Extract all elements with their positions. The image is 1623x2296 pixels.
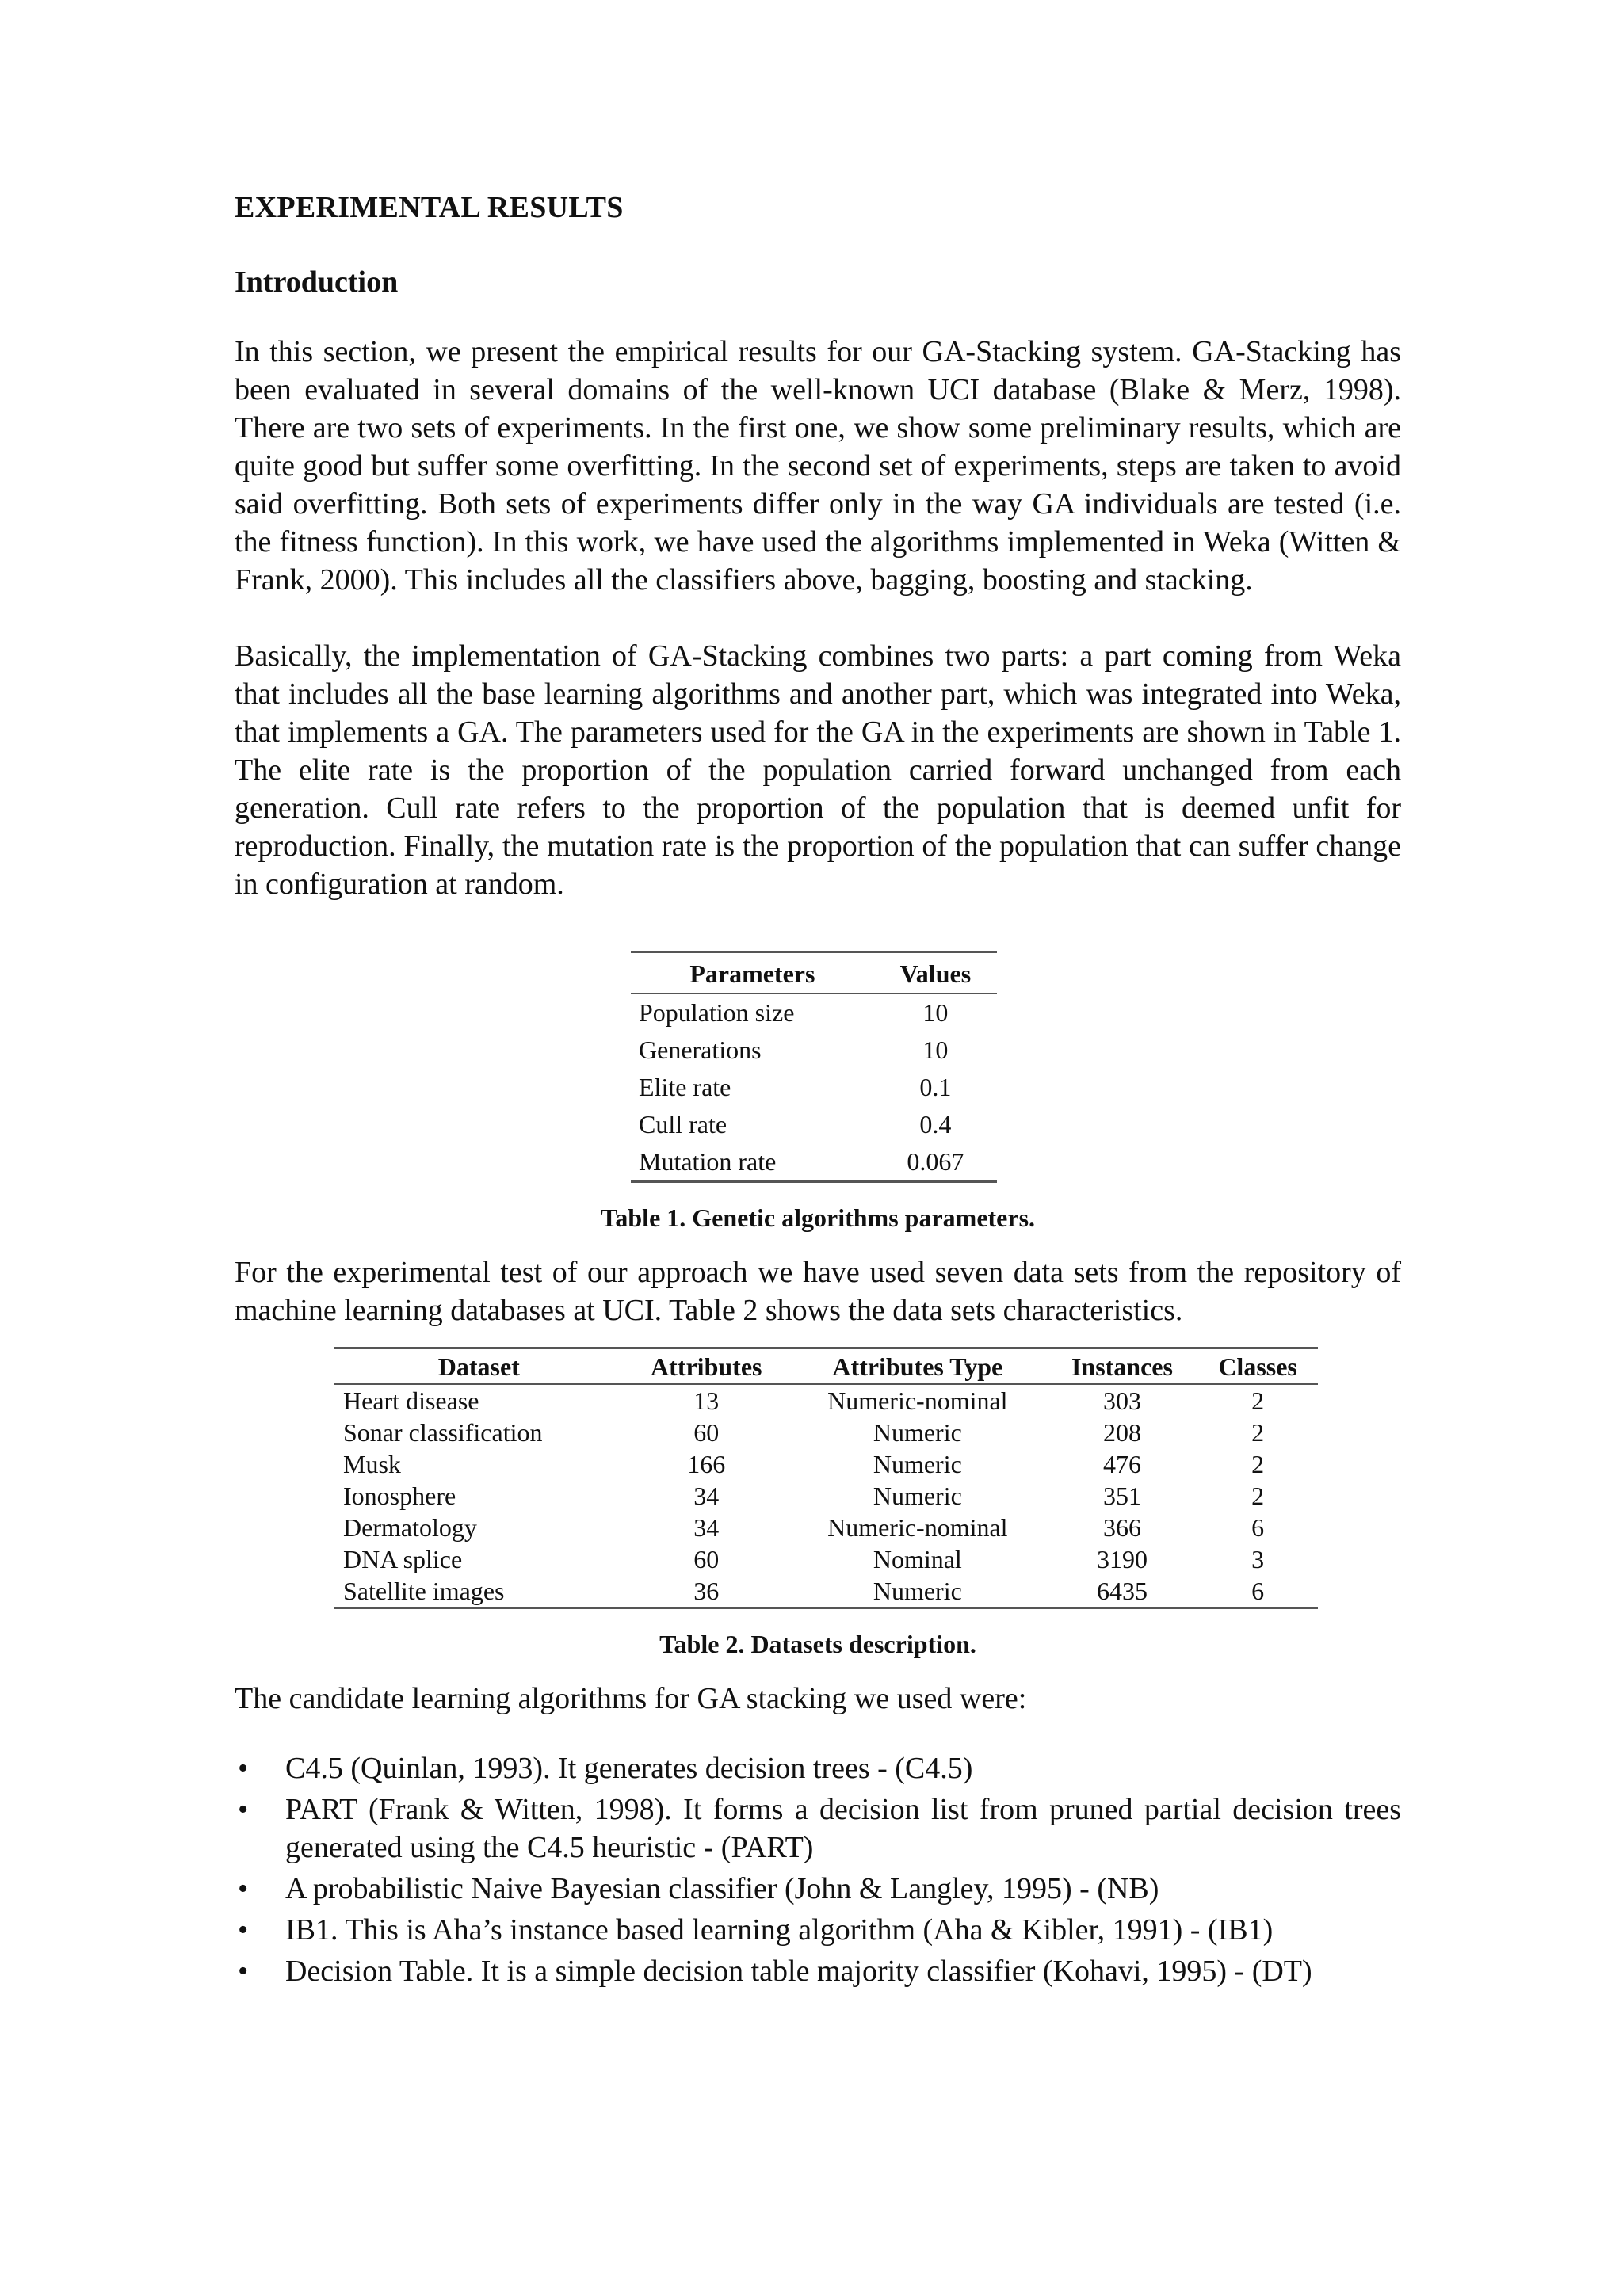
table-cell: 34 — [693, 1481, 720, 1510]
list-item-text: IB1. This is Aha’s instance based learning algorithm (Aha & Kibler, 1991) - (IB1) — [285, 1913, 1274, 1947]
table-row — [334, 1480, 1318, 1512]
table-cell: 10 — [922, 998, 949, 1027]
paragraph-implementation: Basically, the implementation of GA-Stacking combines two parts: a part coming from Weka that includes all the base learning algorithms and another part, which was integrated into Weka, that implements a GA. The parameters used for the GA in the experiments are shown in Table 1. The elite rate is the proportion of the population carried forward unchanged from each generation. Cull rate refers to the proportion of the population that is deemed unfit for reproduction. Finally, the mutation rate is the proportion of the population that can suffer change in configuration at random. — [235, 639, 1401, 901]
table-cell: 6 — [1251, 1512, 1265, 1542]
table-header-cell: Parameters — [631, 952, 874, 994]
table1-container — [235, 951, 1401, 1253]
document-page — [235, 190, 1401, 1993]
list-item-text: PART (Frank & Witten, 1998). It forms a decision list from pruned partial decision trees generated using the C4.5 heuristic - (PART) — [285, 1793, 1401, 1864]
table-row — [334, 1417, 1318, 1448]
table-cell: Dermatology — [343, 1512, 477, 1542]
table-cell: 10 — [922, 1035, 949, 1064]
bullet-icon: • — [238, 1752, 249, 1785]
table-header-cell: Instances — [1047, 1348, 1197, 1385]
table-cell: 2 — [1251, 1481, 1265, 1510]
table-cell: Numeric — [873, 1417, 962, 1447]
table-cell: Musk — [343, 1449, 401, 1478]
table-header-cell: Classes — [1197, 1348, 1318, 1385]
paragraph-datasets: For the experimental test of our approach we have used seven data sets from the repository of machine learning databases at UCI. Table 2 shows the data sets characteristics. — [235, 1256, 1401, 1327]
table-row — [631, 1106, 997, 1143]
table-cell: Heart disease — [343, 1386, 479, 1415]
table-cell: 3190 — [1096, 1544, 1148, 1573]
table-row — [631, 1069, 997, 1106]
table-cell: 0.4 — [919, 1110, 952, 1138]
ga-parameters-table — [631, 951, 997, 1183]
list-item-text: C4.5 (Quinlan, 1993). It generates decision trees - (C4.5) — [285, 1752, 973, 1785]
table-cell: 0.1 — [919, 1073, 952, 1101]
table-cell: 6 — [1197, 1575, 1318, 1608]
table-cell: 13 — [693, 1386, 720, 1415]
table-row — [334, 1543, 1318, 1575]
subsection-title: Introduction — [235, 265, 399, 299]
table-cell: 60 — [693, 1417, 720, 1447]
bullet-icon: • — [238, 1872, 249, 1905]
table-row — [334, 1575, 1318, 1608]
table-row — [631, 1143, 997, 1182]
table-cell: 2 — [1251, 1417, 1265, 1447]
table-cell: Numeric-nominal — [827, 1512, 1008, 1542]
table-cell: Generations — [639, 1035, 762, 1064]
table-cell: 34 — [693, 1512, 720, 1542]
table-header-row — [631, 952, 997, 994]
bullet-icon: • — [238, 1793, 249, 1826]
table-cell: Numeric — [789, 1575, 1047, 1608]
table-cell: Ionosphere — [343, 1481, 456, 1510]
table-cell: 2 — [1251, 1386, 1265, 1415]
table-cell: Population size — [639, 998, 795, 1027]
table-header-cell: Dataset — [334, 1348, 624, 1385]
list-item — [235, 1870, 1401, 1908]
table-row — [631, 1032, 997, 1069]
list-item-text: Decision Table. It is a simple decision table majority classifier (Kohavi, 1995) - (DT) — [285, 1955, 1312, 1988]
table-cell: Sonar classification — [343, 1417, 543, 1447]
table-row — [334, 1448, 1318, 1480]
datasets-table — [334, 1347, 1318, 1609]
bullet-icon: • — [238, 1955, 249, 1988]
table-cell: 6435 — [1047, 1575, 1197, 1608]
table-cell: 36 — [624, 1575, 789, 1608]
table-cell: 351 — [1102, 1481, 1141, 1510]
table-cell: Numeric — [873, 1449, 962, 1478]
table-cell: 208 — [1102, 1417, 1141, 1447]
table-cell: 166 — [687, 1449, 726, 1478]
table-header-cell: Values — [874, 952, 997, 994]
table-cell: Numeric-nominal — [827, 1386, 1008, 1415]
table-cell: Mutation rate — [631, 1143, 874, 1182]
table-cell: Nominal — [873, 1544, 962, 1573]
table-cell: Elite rate — [639, 1073, 731, 1101]
table-header-cell: Attributes Type — [789, 1348, 1047, 1385]
algorithm-list — [235, 1749, 1401, 1990]
table1-caption: Table 1. Genetic algorithms parameters. — [600, 1203, 1036, 1232]
paragraph-intro: In this section, we present the empirical results for our GA-Stacking system. GA-Stacking has been evaluated in several domains of the well-known UCI database (Blake & Merz, 1998). There are two sets of experiments. In the first one, we show some preliminary results, which are quite good but suffer some overfitting. In the second set of experiments, steps are taken to avoid said overfitting. Both sets of experiments differ only in the way GA individuals are tested (i.e. the fitness function). In this work, we have used the algorithms implemented in Weka (Witten & Frank, 2000). This includes all the classifiers above, bagging, boosting and stacking. — [235, 335, 1401, 597]
paragraph-algorithms-intro: The candidate learning algorithms for GA stacking we used were: — [235, 1682, 1027, 1715]
table2-caption: Table 2. Datasets description. — [659, 1630, 976, 1658]
bullet-icon: • — [238, 1913, 249, 1947]
table-row — [334, 1384, 1318, 1417]
table-row — [631, 994, 997, 1032]
table-cell: 60 — [693, 1544, 720, 1573]
list-item — [235, 1791, 1401, 1867]
table-cell: DNA splice — [343, 1544, 463, 1573]
table-cell: 366 — [1102, 1512, 1141, 1542]
table-cell: 303 — [1102, 1386, 1141, 1415]
list-item — [235, 1911, 1401, 1949]
list-item-text: A probabilistic Naive Bayesian classifier (John & Langley, 1995) - (NB) — [285, 1872, 1159, 1905]
table-cell: 3 — [1251, 1544, 1265, 1573]
table-cell: Numeric — [873, 1481, 962, 1510]
section-title: EXPERIMENTAL RESULTS — [235, 191, 624, 224]
list-item — [235, 1749, 1401, 1787]
table-row — [334, 1512, 1318, 1543]
table-cell: 476 — [1102, 1449, 1141, 1478]
table-header-row — [334, 1348, 1318, 1385]
table-cell: Satellite images — [334, 1575, 624, 1608]
table-header-cell: Attributes — [624, 1348, 789, 1385]
list-item — [235, 1952, 1401, 1990]
table2-container — [235, 1347, 1401, 1609]
table-cell: Cull rate — [639, 1110, 727, 1138]
table-cell: 0.067 — [874, 1143, 997, 1182]
table-cell: 2 — [1251, 1449, 1265, 1478]
